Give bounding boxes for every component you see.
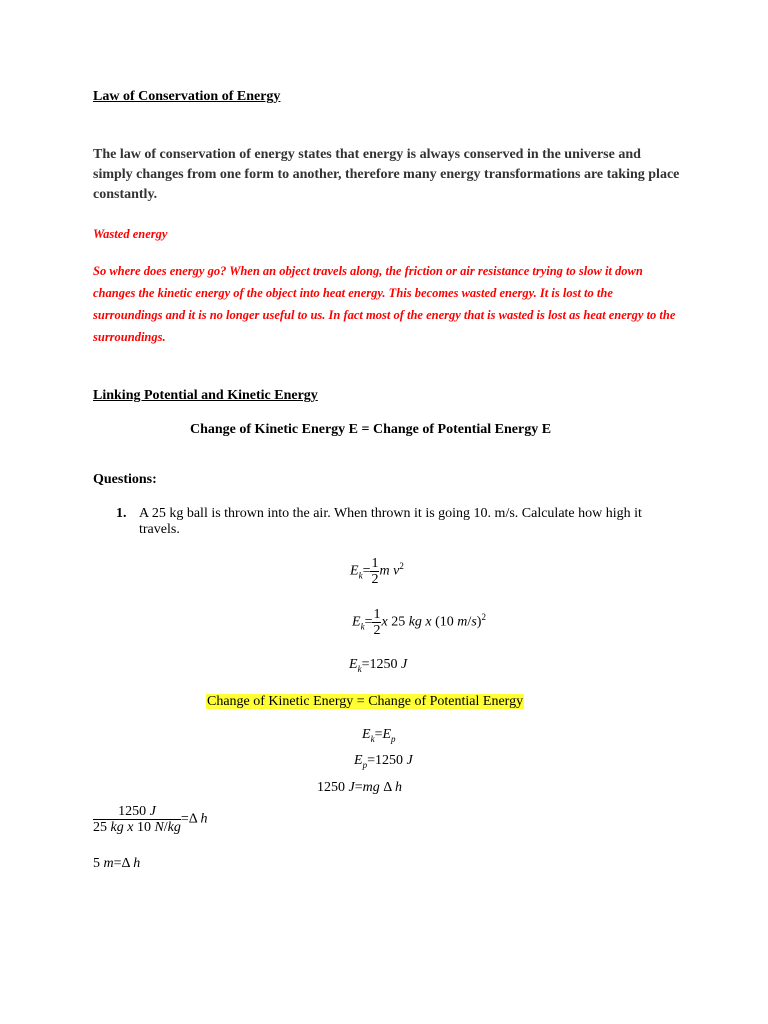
mgh-equation: 1250 J=mg Δ h [317, 780, 402, 795]
frac-num-value: 1250 [118, 804, 147, 819]
highlighted-statement [206, 692, 524, 710]
linking-equation: Change of Kinetic Energy E = Change of Potential Energy E [190, 422, 552, 437]
height-fraction: $\frac{1250 J}{\text{25 kg x 10 N/kg}}$ =Δ h [93, 804, 208, 835]
question-text: A 25 kg ball is thrown into the air. When thrown it is going 10. m/s. Calculate how high it travels. [139, 506, 642, 537]
ek-value: 1250 [369, 657, 398, 672]
final-value: 5 [93, 856, 100, 871]
wasted-energy-paragraph: So where does energy go? When an object travels along, the friction or air resistance trying to slow it down changes the kinetic energy of the object into heat energy. This becomes wasted energy. It is lost to the surroundings and it is no longer useful to us. In fact most of the energy that is wasted is lost as heat energy to the surroundings. [93, 264, 676, 344]
question-number: 1. [116, 506, 127, 521]
questions-label: Questions: [93, 472, 157, 487]
energy-equality: $E_k=E_p$ [362, 727, 396, 744]
linking-heading: Linking Potential and Kinetic Energy [93, 388, 318, 403]
intro-paragraph: The law of conservation of energy states that energy is always conserved in the universe and simply changes from one form to another, therefore many energy transformations are taking place constantly. [93, 147, 680, 202]
wasted-energy-heading: Wasted energy [93, 227, 168, 241]
highlight-text: Change of Kinetic Energy = Change of Potential Energy [207, 694, 524, 709]
potential-energy-value: $E_p=1250$ J [354, 753, 413, 770]
kinetic-energy-substitution: $E_k=$ $\frac{1}{2}$ x 25 kg x (10 m/s)$^2$ [352, 607, 486, 638]
frac-g: 10 [136, 820, 151, 835]
final-answer: 5 m=Δ h [93, 856, 141, 871]
mgh-value: 1250 [317, 780, 345, 795]
page-title: Law of Conservation of Energy [93, 89, 281, 104]
kinetic-energy-formula: $E_k=$ $\frac{1}{2}$ m $v^2$ [350, 556, 404, 587]
ep-value: 1250 [374, 753, 403, 768]
kinetic-energy-result: $E_k=1250$ J [349, 657, 408, 674]
frac-mass: 25 [93, 820, 107, 835]
